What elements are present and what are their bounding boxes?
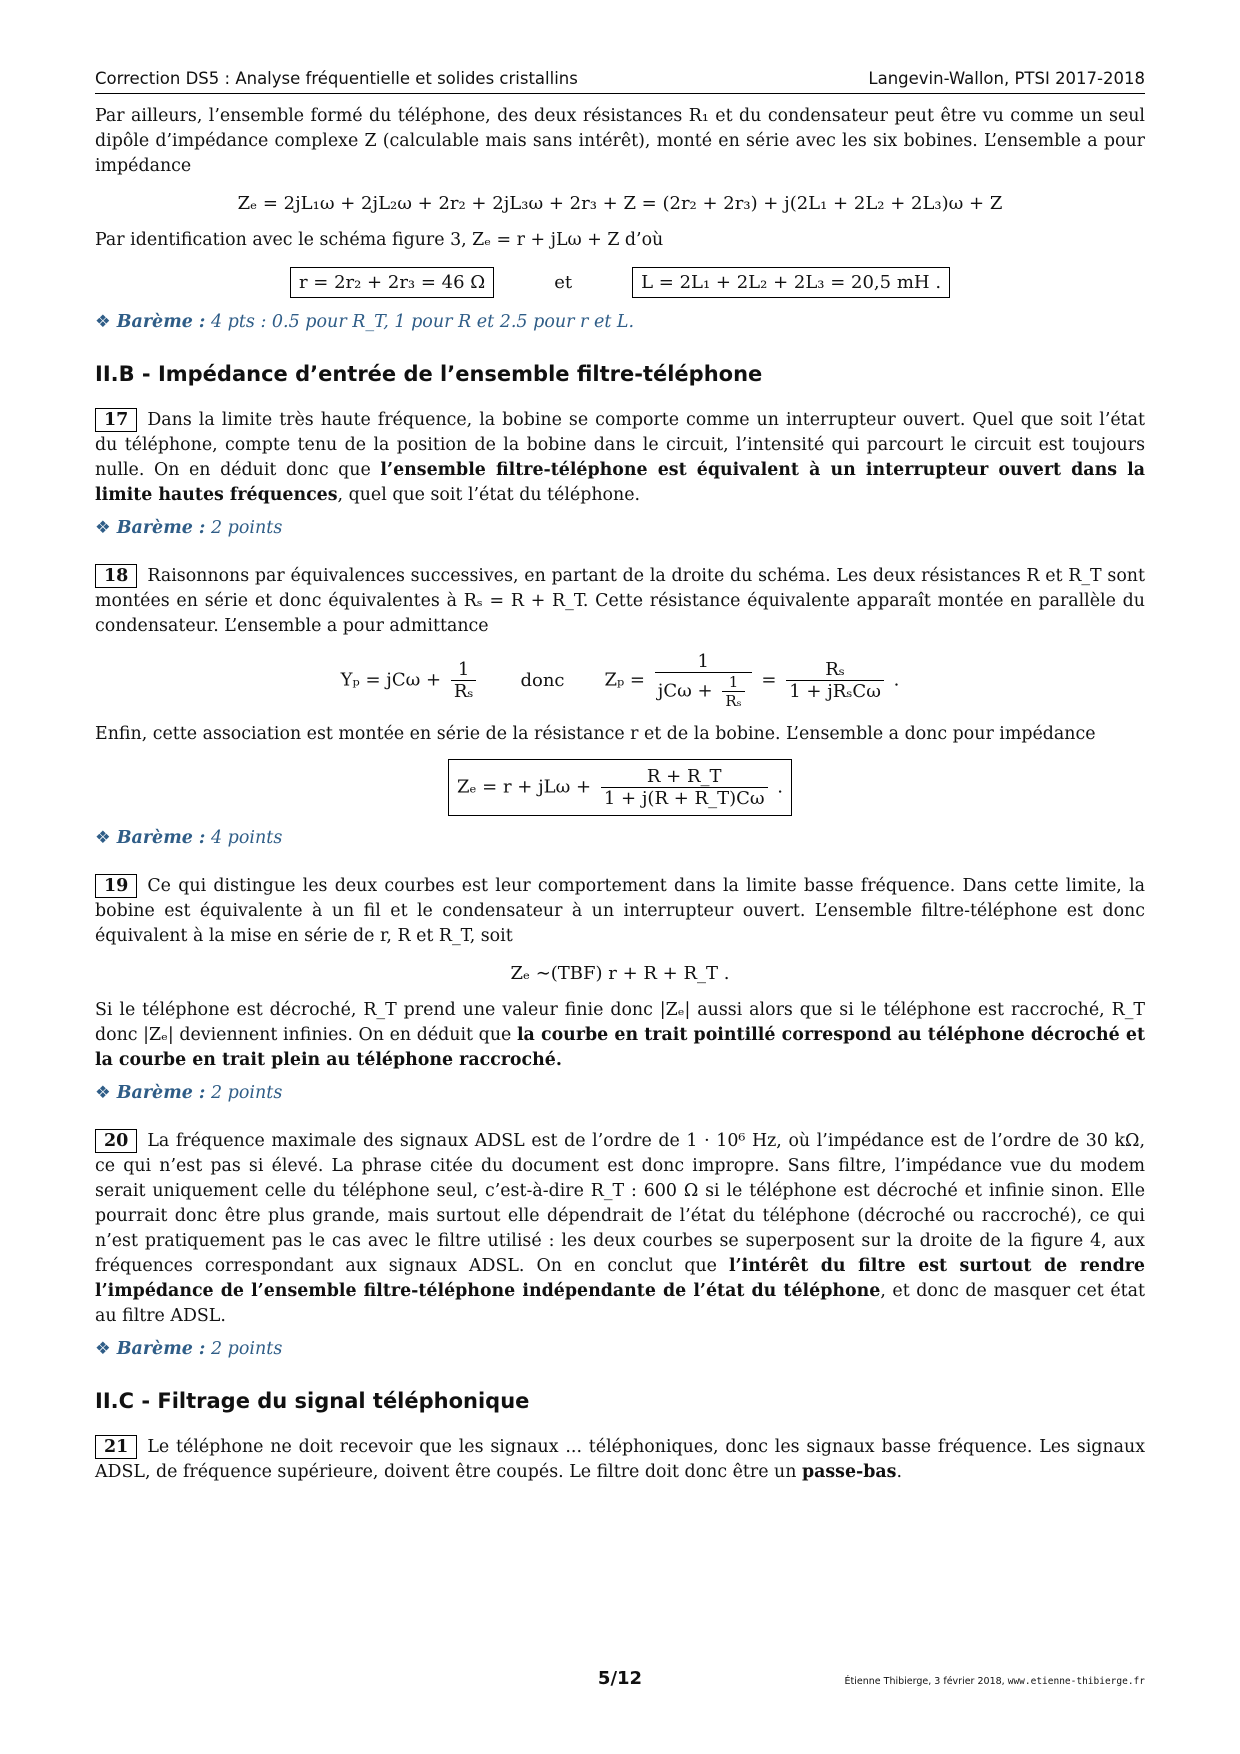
question-18 <box>95 564 1145 848</box>
diamond-icon: ❖ <box>95 518 111 538</box>
section-title-IIB: II.B - Impédance d’entrée de l’ensemble filtre-téléphone <box>95 362 763 386</box>
q19-text2-a: Si le téléphone est décroché, R_T prend une valeur finie donc |Zₑ| aussi alors que si le téléphone est raccroché, R_T donc |Zₑ| deviennent infinies. On en déduit que <box>95 1000 1145 1045</box>
question-number: 20 <box>95 1129 137 1153</box>
q21-text-b: . <box>896 1462 902 1482</box>
equals-sign: = <box>761 669 777 691</box>
result-L-box: L = 2L₁ + 2L₂ + 2L₃ = 20,5 mH . <box>632 267 950 298</box>
impedance-equation: Zₑ = 2jL₁ω + 2jL₂ω + 2r₂ + 2jL₃ω + 2r₃ + Z = (2r₂ + 2r₃) + j(2L₁ + 2L₂ + 2L₃)ω + Z <box>237 193 1003 214</box>
et-label: et <box>554 272 573 293</box>
page-body <box>95 104 1145 1485</box>
tbf-equation: Zₑ ∼(TBF) r + R + R_T . <box>510 963 730 984</box>
q17-text-b: , quel que soit l’état du téléphone. <box>337 485 641 505</box>
fraction: $\frac{1}{\text{Rₛ}}$ <box>451 659 477 702</box>
question-21 <box>95 1435 1145 1485</box>
question-20 <box>95 1129 1145 1359</box>
q17-text-a: Dans la limite très haute fréquence, la bobine se comporte comme un interrupteur ouvert. Quel que soit l’état du téléphone, compte tenu de la position de la bobine dans le circuit, l’intensité qui parcourt le circuit est toujours nulle. On en déduit donc que <box>95 410 1145 480</box>
q17-text-bold: l’ensemble filtre-téléphone est équivalent à un interrupteur ouvert dans la limite hautes fréquences <box>95 460 1146 505</box>
donc-label: donc <box>520 670 565 691</box>
author-url[interactable]: www.etienne-thibierge.fr <box>1007 1676 1145 1687</box>
bareme-text: 4 points <box>210 828 283 848</box>
bareme-label: Barème : <box>116 828 206 848</box>
bareme-text: 4 pts : 0.5 pour R_T, 1 pour R et 2.5 pour r et L. <box>210 312 635 332</box>
q18-text2: Enfin, cette association est montée en série de la résistance r et de la bobine. L’ensemble a donc pour impédance <box>95 724 1096 744</box>
q19-text: Ce qui distingue les deux courbes est leur comportement dans la limite basse fréquence. Dans cette limite, la bobine est équivalente à un fil et le condensateur à un interrupteur ouvert. L’ensemble filtre-téléphone est donc équivalent à la mise en série de r, R et R_T, soit <box>95 876 1145 946</box>
diamond-icon: ❖ <box>95 828 111 848</box>
q21-text-bold: passe-bas <box>801 1462 897 1482</box>
fraction: $\frac{\text{Rₛ}}{\text{1 + jRₛCω}}$ <box>786 659 884 702</box>
bareme-text: 2 points <box>210 1339 283 1359</box>
bareme-18 <box>95 828 1145 848</box>
section-title-IIC: II.C - Filtrage du signal téléphonique <box>95 1389 530 1413</box>
bareme-intro <box>95 312 1145 332</box>
bareme-label: Barème : <box>116 1083 206 1103</box>
q20-text-bold: l’intérêt du filtre est surtout de rendre l’impédance de l’ensemble filtre-téléphone indépendante de l’état du téléphone <box>95 1256 1145 1301</box>
header-course: Langevin-Wallon, PTSI 2017-2018 <box>868 69 1145 88</box>
header-title: Correction DS5 : Analyse fréquentielle et solides cristallins <box>95 69 578 88</box>
bareme-text: 2 points <box>210 518 283 538</box>
q20-text-a: La fréquence maximale des signaux ADSL est de l’ordre de 1 · 10⁶ Hz, où l’impédance est de l’ordre de 30 kΩ, ce qui n’est pas si élevé. La phrase citée du document est donc impropre. Sans filtre, l’impédance vue du modem serait uniquement celle du téléphone seul, c’est-à-dire R_T : 600 Ω si le téléphone est décroché et infinie sinon. Elle pourrait donc être plus grande, mais surtout elle dépendrait de l’état du téléphone (décroché ou raccroché), ce qui n’est pratiquement pas le cas avec le filtre utilisé : les deux courbes se superposent sur la droite de la figure 4, aux fréquences correspondant aux signaux ADSL. On en conclut que <box>95 1131 1145 1276</box>
question-number: 19 <box>95 874 137 898</box>
diamond-icon: ❖ <box>95 1339 111 1359</box>
impedance-result-box: Zₑ = r + jLω + $\frac{R + R\_T}{1 + j(R + R\_T)C\omega}$ . <box>448 759 792 816</box>
page-number: 5/12 <box>597 1668 643 1689</box>
question-19 <box>95 874 1145 1103</box>
bareme-label: Barème : <box>116 1339 206 1359</box>
eq-Z-left: Zₚ = <box>604 669 646 691</box>
bareme-label: Barème : <box>116 312 206 332</box>
question-17 <box>95 408 1145 538</box>
result-r-box: r = 2r₂ + 2r₃ = 46 Ω <box>290 267 494 298</box>
eq-Y-left: Yₚ = jCω + <box>340 669 442 691</box>
result-boxes <box>95 267 1145 298</box>
q21-text-a: Le téléphone ne doit recevoir que les signaux ... téléphoniques, donc les signaux basse fréquence. Les signaux ADSL, de fréquence supérieure, doivent être coupés. Le filtre doit donc être un <box>95 1437 1145 1482</box>
diamond-icon: ❖ <box>95 312 111 332</box>
q19-text2-bold: la courbe en trait pointillé correspond au téléphone décroché et la courbe en trait plein au téléphone raccroché. <box>95 1025 1145 1070</box>
q18-text: Raisonnons par équivalences successives, en partant de la droite du schéma. Les deux résistances R et R_T sont montées en série et donc équivalentes à Rₛ = R + R_T. Cette résistance équivalente apparaît montée en parallèle du condensateur. L’ensemble a pour admittance <box>95 566 1145 636</box>
page-footer <box>95 1668 1145 1698</box>
author-credit <box>845 1676 1145 1687</box>
bareme-19 <box>95 1083 1145 1103</box>
question-number: 21 <box>95 1435 137 1459</box>
question-number: 18 <box>95 564 137 588</box>
period: . <box>893 669 900 691</box>
diamond-icon: ❖ <box>95 1083 111 1103</box>
impedance-box-row <box>95 759 1145 816</box>
bareme-20 <box>95 1339 1145 1359</box>
bareme-label: Barème : <box>116 518 206 538</box>
intro-paragraph: Par ailleurs, l’ensemble formé du téléphone, des deux résistances R₁ et du condensateur peut être vu comme un seul dipôle d’impédance complexe Z (calculable mais sans intérêt), monté en série avec les six bobines. L’ensemble a pour impédance <box>95 106 1145 176</box>
bareme-text: 2 points <box>210 1083 283 1103</box>
admittance-equation <box>95 651 1145 710</box>
bareme-17 <box>95 518 1145 538</box>
q20-text-b: , et donc de masquer cet état au filtre ADSL. <box>95 1281 1145 1326</box>
question-number: 17 <box>95 408 137 432</box>
identification-paragraph: Par identification avec le schéma figure 3, Zₑ = r + jLω + Z d’où <box>95 230 664 250</box>
author-name: Étienne Thibierge, 3 février 2018, <box>844 1676 1005 1687</box>
fraction: 1 jCω + $\frac{1}{\text{Rₛ}}$ <box>655 651 752 710</box>
page-header <box>95 60 1145 94</box>
